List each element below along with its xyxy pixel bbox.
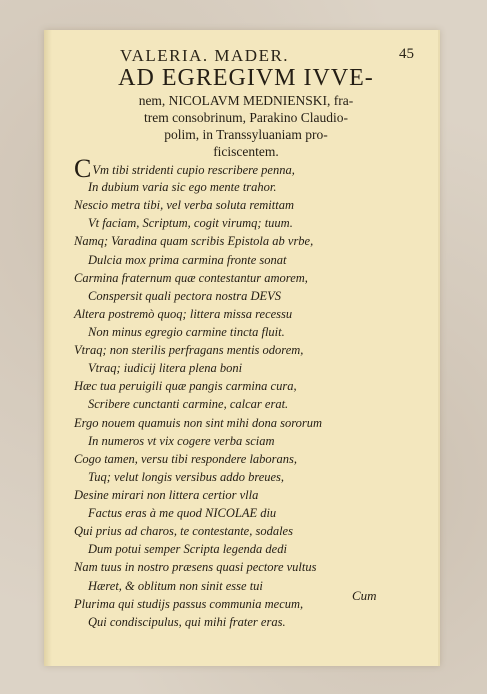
verse-line: Tuq; velut longis versibus addo breues,	[88, 469, 285, 484]
verse-line: Vtraq; non sterilis perfragans mentis odorem,	[74, 343, 304, 358]
verse-line: Nam tuus in nostro præsens quasi pectore vultus	[74, 560, 317, 575]
verse-line	[74, 154, 414, 183]
verse-line: Plurima qui studijs passus communia mecum,	[74, 596, 304, 611]
verse-line: Vt faciam, Scriptum, cogit virumq; tuum.	[88, 216, 293, 231]
verse-line: Non minus egregio carmine tincta fluit.	[88, 324, 285, 339]
poem-title	[76, 64, 416, 160]
verse-line: Altera postremò quoq; littera missa recessu	[74, 306, 293, 321]
title-line: ficiscentem.	[213, 144, 279, 159]
verse-line: Qui condiscipulus, qui mihi frater eras.	[88, 614, 286, 629]
verse-line: Qui prius ad charos, te contestante, sodales	[74, 524, 293, 539]
verse-line: Namq; Varadina quam scribis Epistola ab vrbe,	[74, 234, 314, 249]
verse-text: Vm tibi stridenti cupio rescribere penna,	[92, 163, 295, 177]
verse-line: Hæc tua peruigili quæ pangis carmina cura,	[74, 379, 297, 394]
verse-line: Factus eras à me quod NICOLAE diu	[88, 506, 277, 521]
page-gutter	[44, 30, 52, 666]
verse-line: Scribere cunctanti carmine, calcar erat.	[88, 397, 289, 412]
verse-line: Carmina fraternum quæ contestantur amorem,	[74, 270, 308, 285]
verse-line: In dubium varia sic ego mente trahor.	[88, 180, 277, 195]
verse-line: Hæret, & oblitum non sinit esse tui	[88, 578, 263, 593]
title-line: AD EGREGIVM IVVE-	[118, 65, 374, 91]
title-line: nem, NICOLAVM MEDNIENSKI, fra-	[138, 93, 354, 108]
verse-line: Dum potui semper Scripta legenda dedi	[88, 542, 287, 557]
verse-line: Conspersit quali pectora nostra DEVS	[88, 288, 282, 303]
verse-line: Nescio metra tibi, vel verba soluta remittam	[74, 198, 294, 213]
poem-body	[74, 154, 414, 631]
title-line: polim, in Transsyluaniam pro-	[164, 127, 328, 142]
drop-cap: C	[74, 154, 92, 183]
verse-line: Ergo nouem quamuis non sint mihi dona sororum	[74, 415, 323, 430]
verse-line: In numeros vt vix cogere verba sciam	[88, 433, 275, 448]
running-head: VALERIA. MADER.	[120, 46, 290, 65]
verse-line: Dulcia mox prima carmina fronte sonat	[88, 252, 287, 267]
catchword: Cum	[352, 588, 377, 603]
verse-line: Cogo tamen, versu tibi respondere laborans,	[74, 451, 298, 466]
title-line: trem consobrinum, Parakino Claudio-	[144, 110, 348, 125]
verse-line: Desine mirari non littera certior vlla	[74, 487, 259, 502]
page-number: 45	[399, 46, 414, 62]
verse-line: Vtraq; iudicij litera plena boni	[88, 361, 243, 376]
